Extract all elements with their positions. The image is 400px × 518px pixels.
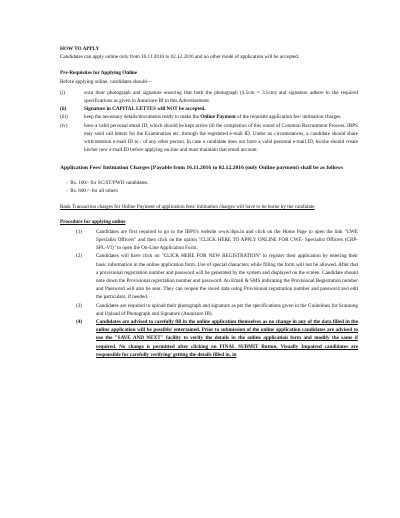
fee-item-text: Rs. 600 /- for all others [70,188,118,195]
fees-title: Application Fees/ Intimation Charges [Payable from 16.11.2016 to 02.12.2016 (only Online payment) shall be as follows [60,165,344,172]
how-to-apply-intro: Candidates can apply online only from 16.11.2016 to 02.12.2016 and no other mode of application will be accepted. [60,54,300,61]
prereq-item-text: scan their photograph and signature ensuring that both the photograph (4.5cm × 3.5cm) and signature adhere to the required specifications as given in Annexure III to this Advertisement. [84,89,358,105]
procedure-list [76,228,358,359]
prereq-item-number: (iv) [60,122,68,129]
procedure-item-text: Candidates are required to upload their photograph and signature as per the specifications given in the Guidelines for Scanning and Upload of Photograph and Signature (Annexure III). [96,302,358,317]
prereq-item-number: (iii) [60,114,68,121]
procedure-item-number: (4) [76,319,82,326]
procedure-item-number: (1) [76,228,82,235]
procedure-item-text: Candidates are advised to carefully fill in the online application themselves as no change in any of the data filled in the online application will be possible/ entertained. Prior to submission of the online application candidates are advised to use the "SAVE AND NEXT" facility to verify the details in the online application form and modify the same if required. No change is permitted after clicking on FINAL SUBMIT Button. Visually Impaired candidates are responsible for carefully verifying/ getting the details filled in, in [96,319,358,358]
prereq-item-text: Signature in CAPITAL LETTES will NOT be accepted. [84,106,206,113]
procedure-item-text: Candidates will have click on "CLICK HERE FOR NEW REGISTRATION" to register their application by entering their basic information in the online application form. Use of special characters while filling the form will not be allowed. After that a provisional registration number and password will be generated by the system and displayed on the screen. Candidate should note down the Provisional registration number and password. An Email & SMS indicating the Provisional Registration number and Password will also be sent. They can reopen the saved data using Provisional registration number and password and edit the particulars, if needed. [96,253,358,301]
prereq-intro: Before applying online, candidates should— [60,78,152,85]
prereq-item-text [84,113,358,121]
procedure-item [76,252,358,301]
fee-item: - Rs. 600 /- for all others [66,188,118,195]
prereq-item [60,122,358,155]
prereq-item [60,89,358,105]
prereq-item-text-pre: keep the necessary details/documents ready to make the [84,114,201,121]
how-to-apply-heading: HOW TO APPLY [60,46,100,52]
fee-item: - Rs. 100/- for SC/ST/PWD candidates. [66,180,149,187]
online-payment-emphasis: Online Payment [200,114,236,121]
procedure-item [76,318,358,359]
prereq-list [60,89,358,155]
fees-list [66,179,358,195]
prereq-item-number: (ii) [60,106,67,113]
procedure-heading: Procedure for applying online [60,218,126,225]
procedure-item [76,228,358,253]
prereq-item-number: (i) [60,89,65,96]
fee-item-text: Rs. 100/- for SC/ST/PWD candidates. [70,180,149,187]
prereq-item-text-post: of the requisite application fee/ intimation charges. [235,114,342,121]
prereq-item [60,113,358,121]
procedure-item-text: Candidates are first required to go to the IBPS's website www.ibps.in and click on the Home Page to open the link "CWE Specialist Officers" and then click on the option "CLICK HERE TO APPLY ONLINE FOR CWE- Specialist Officers (CRP-SPL-VI)" to open the On-Line Application Form. [96,228,358,252]
procedure-item-number: (2) [76,253,82,260]
procedure-item [76,302,358,318]
procedure-item-number: (3) [76,302,82,309]
prereq-item [60,105,358,113]
prereq-heading: Pre-Requisites for Applying Online [60,70,138,77]
prereq-item-text: have a valid personal email ID, which should be kept active till the completion of this round of Common Recruitment Process. IBPS may send call letters for the Examination etc. through the registered e-mail ID. Under no circumstances, a candidate should share with/mention e-mail ID to / of any other person. In case a candidate does not have a valid personal e-mail ID, he/she should create his/her new e-mail ID before applying on-line and must maintain that email account. [84,122,358,154]
bank-charges-note: Bank Transaction charges for Online Payment of application fees/ intimation charges will have to be borne by the candidate [60,204,315,211]
